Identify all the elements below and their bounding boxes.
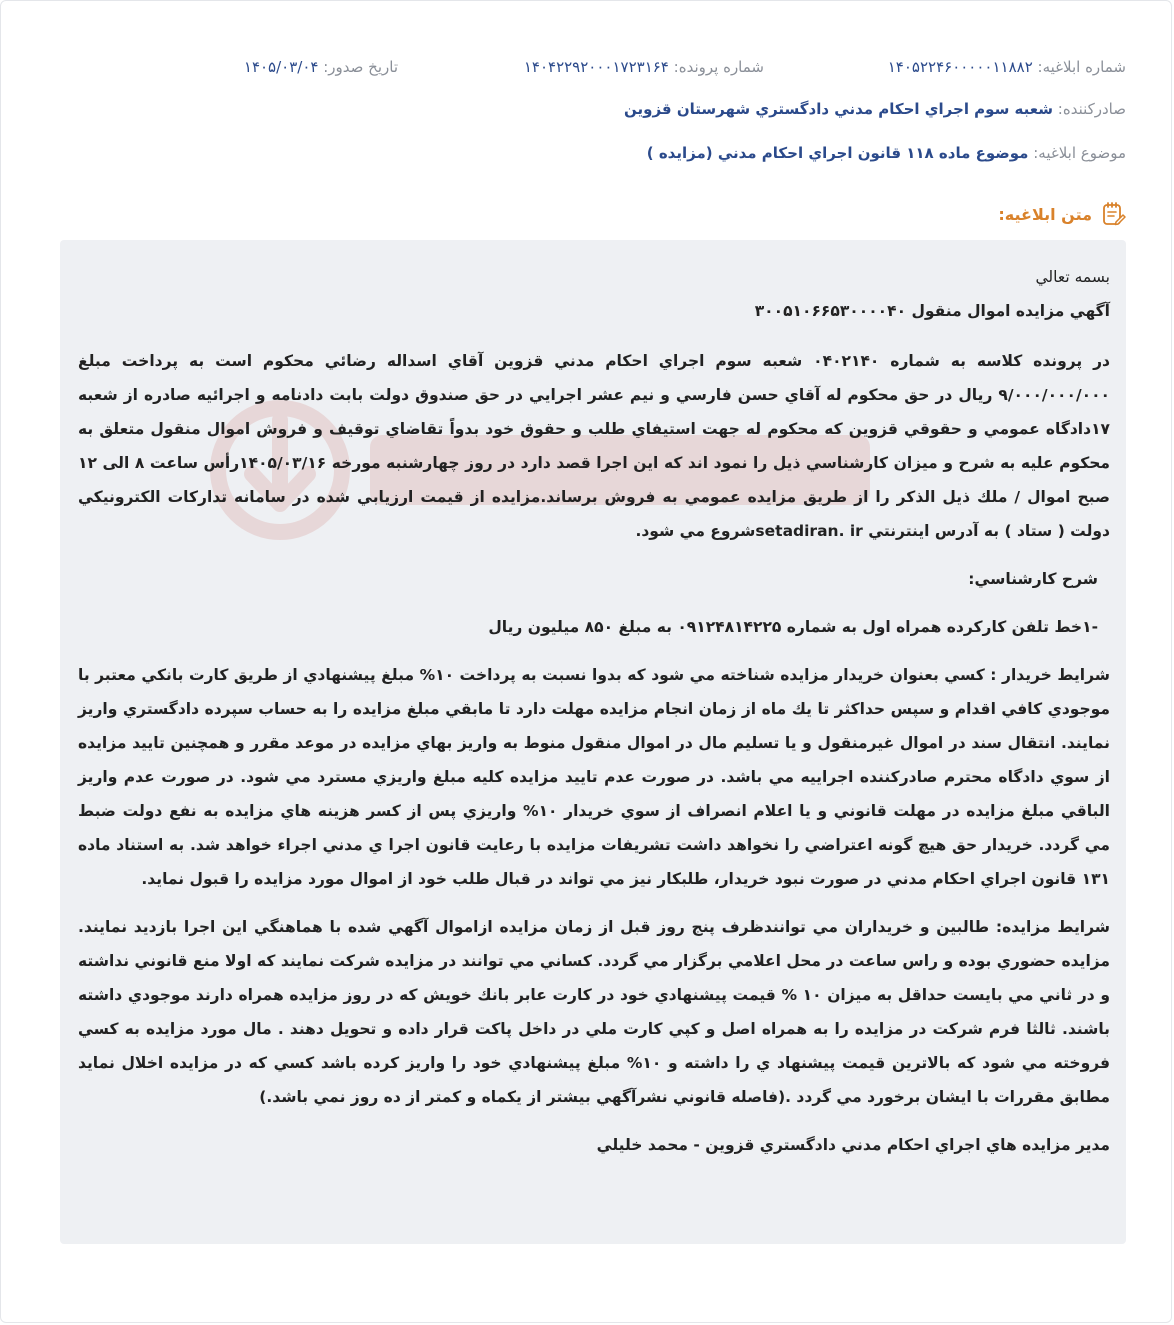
notice-number [888,58,1126,76]
auction-heading: آگهي مزايده اموال منقول ۳۰۰۵۱۰۶۶۵۳۰۰۰۰۴۰ [754,302,1110,320]
auction-terms-paragraph: شرايط مزايده: طالبين و خريداران مي توانندظرف پنج روز قبل از زمان مزايده ازاموال آگهي شده با هماهنگي اين اجرا بازديد نمايند. مزايده حضوري بوده و راس ساعت در محل اعلامي برگزار مي گردد. كساني مي توانند در مزايده شركت نمايند كه اولا منع قانوني نداشته و در ثاني مي بايست حداقل به ميزان ۱۰ % قيمت پيشنهادي خود در كارت عابر بانك خويش كه در روز مزايده همراه دارند موجودي داشته باشند. ثالثا فرم شركت در مزايده را به همراه اصل و كپي كارت ملي در داخل پاكت قرار داده و تحويل دهند . مال مورد مزايده به كسي فروخته مي شود كه بالاترين قيمت پيشنهاد ي را داشته و ۱۰% مبلغ پيشنهادي خود را واريز كرده باشد كسي كه در مزايده اخلال نمايد مطابق مقررات با ايشان برخورد مي گردد .(فاصله قانوني نشرآگهي بيشتر از يكماه و كمتر از ده روز نمي باشد.) [78,918,1111,1106]
notice-text-box [60,240,1126,1244]
meta-row-numbers [60,58,1126,82]
issuer-label: صادرکننده: [1057,100,1126,118]
intro-paragraph: در پرونده كلاسه به شماره ۰۴۰۲۱۴۰ شعبه سوم اجراي احكام مدني قزوين آقاي اسداله رضائي محكوم است به پرداخت مبلغ ۹/۰۰۰/۰۰۰/۰۰۰ ريال در حق محكوم له آقاي حسن فارسي و نيم عشر اجرايي در حق صندوق دولت بابت دادنامه و اجرائيه صادره از شعبه ۱۷دادگاه عمومي و حقوقي قزوين كه محكوم له جهت استيفاي طلب و حقوق خود بدواً تقاضاي توقيف و فروش اموال منقول متعلق به محكوم عليه به شرح و ميزان كارشناسي ذيل را نمود اند كه اين اجرا قصد دارد در روز چهارشنبه مورخه ۱۴۰۵/۰۳/۱۶رأس ساعت ۸ الی ۱۲ صبح اموال / ملك ذيل الذكر را از طريق مزايده عمومي به فروش برساند.مزايده از قيمت ارزيابي شده در سامانه تداركات الكترونيكي دولت ( ستاد ) به آدرس اينترنتي setadiran. irشروع مي شود. [78,352,1110,540]
issue-date-label: تاریخ صدور: [323,58,398,76]
issuer-row [60,100,1126,118]
notice-text-section-title [998,200,1126,228]
notice-text-title: متن ابلاغیه: [998,204,1092,224]
expert-title: شرح كارشناسي: [968,570,1098,588]
notice-number-label: شماره ابلاغیه: [1037,58,1126,76]
issuer-value: شعبه سوم اجراي احكام مدني دادگستري شهرستان قزوين [623,100,1053,118]
salutation: بسمه تعالي [1035,268,1110,286]
issue-date [244,58,398,76]
case-number [524,58,764,76]
subject-value: موضوع ماده ۱۱۸ قانون اجراي احكام مدني (مزايده ) [646,144,1029,162]
issue-date-value: ۱۴۰۵/۰۳/۰۴ [243,58,319,76]
signature-line: مدير مزايده هاي اجراي احكام مدني دادگستري قزوين - محمد خليلي [596,1136,1110,1154]
notice-number-value: ۱۴۰۵۲۲۴۶۰۰۰۰۰۱۱۸۸۲ [887,58,1033,76]
case-number-value: ۱۴۰۴۲۲۹۲۰۰۰۱۷۲۳۱۶۴ [523,58,669,76]
buyer-terms-paragraph: شرايط خريدار : كسي بعنوان خريدار مزايده شناخته مي شود كه بدوا نسبت به پرداخت ۱۰% مبلغ پيشنهادي از طريق كارت بانكي معتبر با موجودي كافي اقدام و سپس حداكثر تا يك ماه از زمان انجام مزايده مهلت دارد تا مابقي مبلغ مزايده را به حساب سپرده دادگستري واريز نمايند. انتقال سند در اموال غيرمنقول و يا تسليم مال در اموال منقول منوط به واريز بهاي مزايده در موعد مقرر و همچنين تاييد مزايده از سوي دادگاه محترم صادركننده اجراييه مي باشد. در صورت عدم تاييد مزايده كليه مبلغ واريزي مسترد مي شود. در صورت عدم واريز الباقي مبلغ مزايده در مهلت قانوني و يا اعلام انصراف از سوي خريدار ۱۰% واريزي پس از كسر هزينه هاي مزايده به نفع دولت ضبط مي گردد. خريدار حق هيچ گونه اعتراضي را نخواهد داشت تشريفات مزايده با رعايت قانون اجرا ي مدني اجراء خواهد شد. به استناد ماده ۱۳۱ قانون اجراي احكام مدني در صورت نبود خريدار، طلبكار نيز مي تواند در قبال طلب خود از اموال مورد مزايده را قبول نمايد. [78,666,1110,888]
subject-row [60,144,1126,162]
subject-label: موضوع ابلاغیه: [1033,144,1126,162]
notepad-icon [1100,201,1126,227]
expert-item-1: -۱خط تلفن كاركرده همراه اول به شماره ۰۹۱۲۴۸۱۴۲۲۵ به مبلغ ۸۵۰ ميليون ريال [488,618,1098,636]
case-number-label: شماره پرونده: [673,58,764,76]
